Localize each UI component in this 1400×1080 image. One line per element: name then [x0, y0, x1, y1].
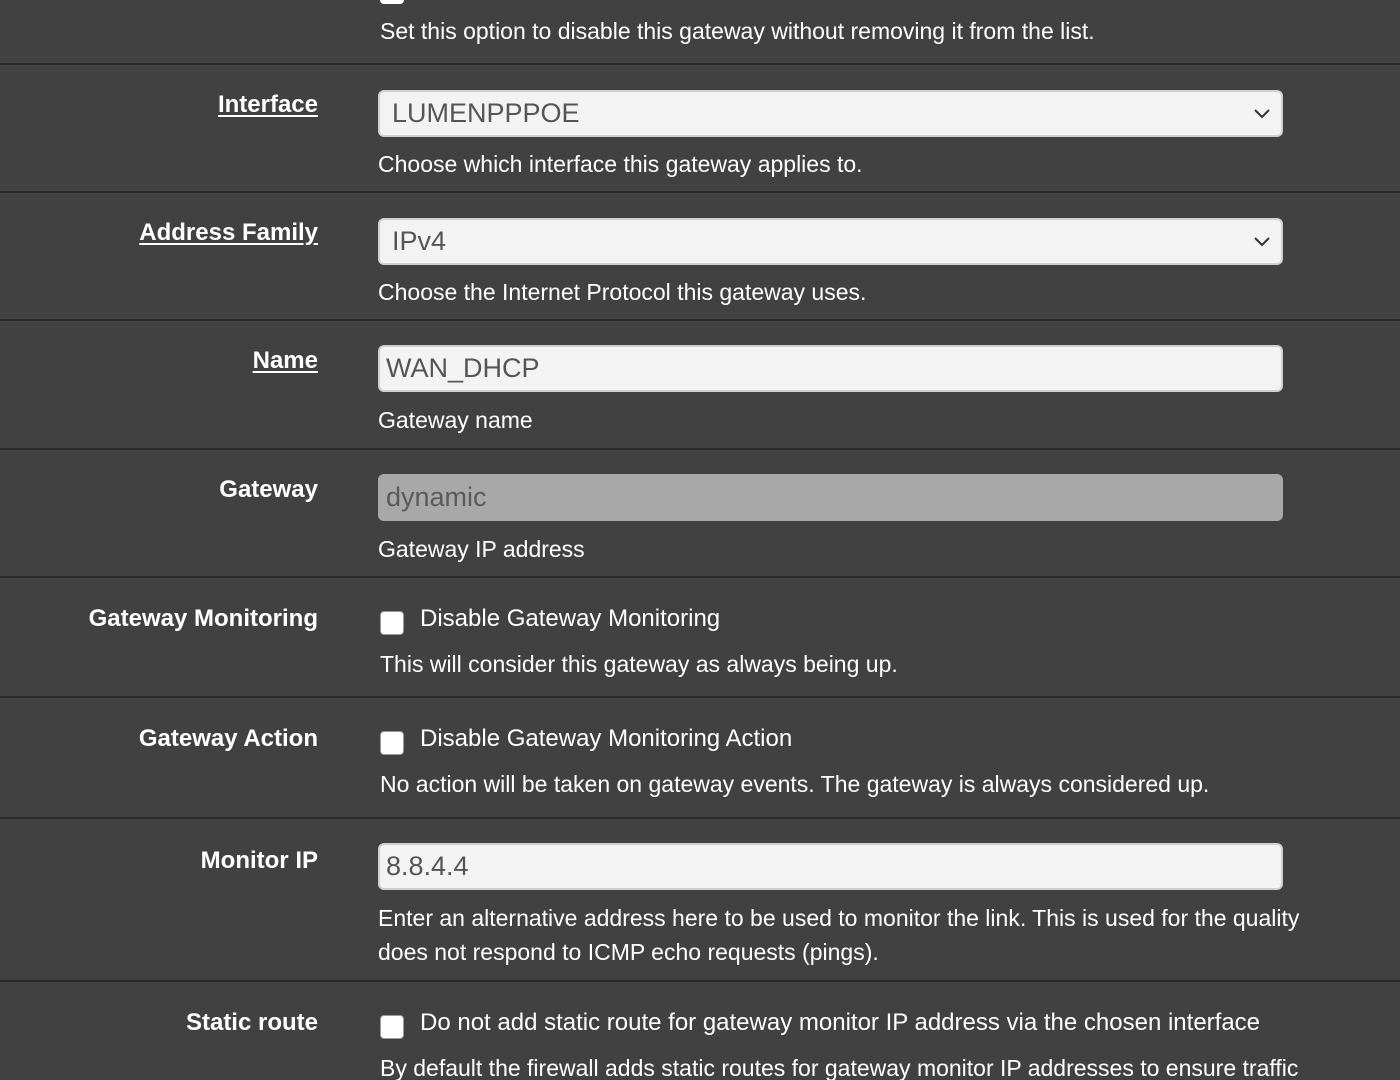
address-family-label[interactable]: Address Family	[139, 219, 318, 246]
static-route-help: By default the firewall adds static routes for gateway monitor IP addresses to ensure traffic	[380, 1055, 1299, 1080]
monitor-ip-label: Monitor IP	[200, 847, 318, 874]
form-row-gateway	[0, 450, 1400, 578]
interface-select[interactable]	[378, 90, 1283, 137]
disable-gateway-monitoring-label[interactable]: Disable Gateway Monitoring	[420, 605, 721, 632]
monitor-ip-help-line1: Enter an alternative address here to be used to monitor the link. This is used for the quality	[378, 905, 1300, 931]
disable-gateway-monitoring-checkbox[interactable]	[380, 611, 404, 635]
form-row-disabled	[0, 0, 1400, 65]
gateway-help: Gateway IP address	[378, 536, 585, 562]
gateway-monitoring-help: This will consider this gateway as always being up.	[380, 651, 898, 677]
disable-gateway-help: Set this option to disable this gateway without removing it from the list.	[380, 18, 1095, 44]
gateway-action-label: Gateway Action	[138, 725, 318, 752]
form-row-static-route	[0, 982, 1400, 1080]
gateway-input: dynamic	[378, 474, 1283, 521]
interface-help: Choose which interface this gateway applies to.	[378, 151, 863, 177]
static-route-checkbox[interactable]	[380, 1015, 404, 1039]
monitor-ip-input[interactable]: 8.8.4.4	[378, 843, 1283, 890]
name-label[interactable]: Name	[252, 347, 318, 374]
static-route-checkbox-label[interactable]: Do not add static route for gateway monitor IP address via the chosen interface	[420, 1009, 1261, 1036]
chevron-down-icon	[1251, 230, 1273, 252]
form-row-gateway-monitoring	[0, 578, 1400, 698]
static-route-label: Static route	[185, 1009, 318, 1036]
form-row-interface	[0, 65, 1400, 193]
name-input[interactable]: WAN_DHCP	[378, 345, 1283, 392]
address-family-select[interactable]	[378, 218, 1283, 265]
form-row-gateway-action	[0, 698, 1400, 819]
chevron-down-icon	[1251, 102, 1273, 124]
form-row-name	[0, 321, 1400, 450]
gateway-action-help: No action will be taken on gateway events. The gateway is always considered up.	[380, 771, 1210, 797]
form-row-address-family	[0, 193, 1400, 321]
gateway-label: Gateway	[219, 476, 318, 503]
address-family-help: Choose the Internet Protocol this gateway uses.	[378, 279, 867, 305]
disable-gateway-action-label[interactable]: Disable Gateway Monitoring Action	[420, 725, 793, 752]
interface-select-value: LUMENPPPOE	[392, 98, 580, 128]
name-help: Gateway name	[378, 407, 533, 433]
address-family-select-value: IPv4	[392, 226, 447, 256]
disable-gateway-action-checkbox[interactable]	[380, 731, 404, 755]
interface-label[interactable]: Interface	[217, 91, 318, 118]
monitor-ip-help-line2: does not respond to ICMP echo requests (pings).	[378, 939, 879, 965]
form-row-monitor-ip	[0, 819, 1400, 982]
gateway-monitoring-label: Gateway Monitoring	[88, 605, 318, 632]
disable-gateway-checkbox[interactable]	[380, 0, 404, 4]
